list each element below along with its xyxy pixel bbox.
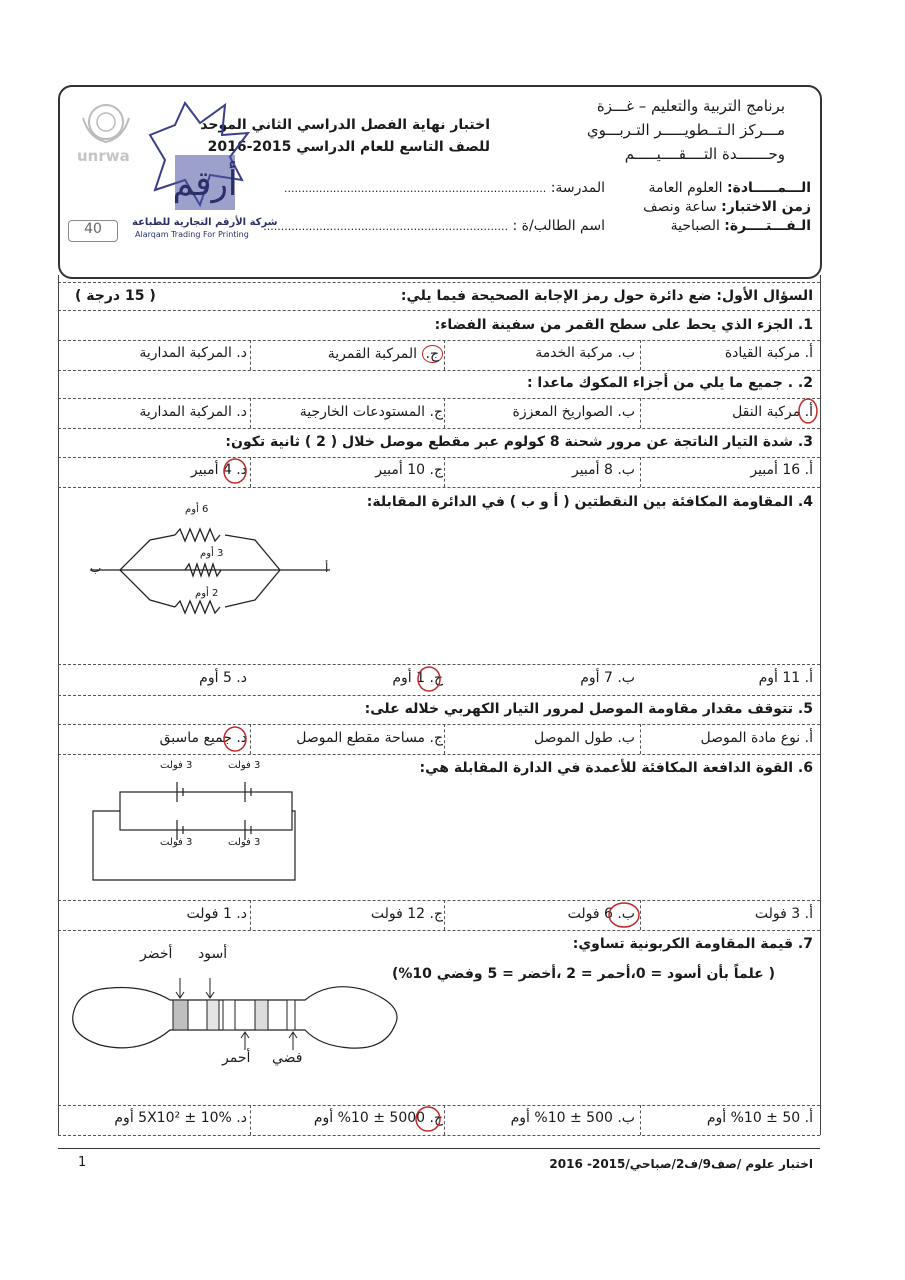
divider	[250, 724, 251, 754]
divider	[250, 398, 251, 428]
node-b-label: ب	[90, 561, 102, 575]
resistor-3-label: 3 أوم	[200, 548, 224, 559]
divider	[444, 340, 445, 370]
school-label: المدرسة:	[550, 180, 605, 196]
band-silver-label: فضي	[272, 1050, 303, 1066]
q7-option-d[interactable]: د. 5X10² ± 10% أوم	[114, 1110, 247, 1126]
divider	[58, 754, 820, 755]
resistor-2-label: 2 أوم	[195, 588, 219, 599]
divider	[640, 398, 641, 428]
divider	[58, 1135, 820, 1136]
exam-title: اختبار نهاية الفصل الدراسي الثاني الموحد	[200, 117, 490, 133]
exam-subtitle: للصف التاسع للعام الدراسي 2015-2016	[207, 139, 490, 155]
period-label: الـفـــتــــرة:	[724, 218, 811, 234]
question-text: قيمة المقاومة الكربونية تساوي:	[572, 936, 794, 952]
score-value: 40	[84, 221, 102, 237]
divider	[58, 428, 820, 429]
q4-option-d[interactable]: د. 5 أوم	[199, 670, 247, 686]
divider	[58, 724, 820, 725]
divider	[250, 900, 251, 930]
divider	[58, 282, 820, 283]
q3-option-c[interactable]: ج. 10 أمبير	[375, 462, 443, 478]
divider	[444, 724, 445, 754]
divider	[444, 1105, 445, 1135]
q6-option-b[interactable]: ب. 6 فولت	[567, 906, 635, 922]
school-dots: ...........................................................................	[283, 182, 547, 195]
node-a-label: أ	[325, 561, 329, 575]
question-number: 6.	[797, 760, 813, 776]
answer-circle	[414, 664, 444, 694]
q2-option-d[interactable]: د. المركبة المدارية	[139, 404, 247, 420]
q5-option-b[interactable]: ب. طول الموصل	[533, 730, 635, 746]
footer-code: اختبار علوم /صف9/ف2/صباحي/2015- 2016	[549, 1157, 813, 1171]
divider	[444, 398, 445, 428]
q5-option-d[interactable]: د. جميع ماسبق	[159, 730, 247, 746]
student-dots: ......................................................................	[263, 220, 509, 233]
q4-option-c[interactable]: ج. 1 أوم	[392, 670, 443, 686]
time-value: ساعة ونصف	[643, 199, 717, 215]
question-text: المقاومة المكافئة بين النقطتين ( أ و ب ) في الدائرة المقابلة:	[366, 494, 794, 510]
divider	[58, 340, 820, 341]
question-2	[527, 375, 813, 391]
question-text: شدة التيار الناتجة عن مرور شحنة 8 كولوم عبر مقطع موصل خلال ( 2 ) ثانية تكون:	[225, 434, 794, 450]
footer-rule	[58, 1148, 820, 1149]
page-number: 1	[78, 1155, 87, 1170]
divider	[640, 457, 641, 487]
divider	[250, 1105, 251, 1135]
divider	[640, 900, 641, 930]
frame-right	[820, 275, 821, 1135]
answer-circle: ج.	[422, 345, 444, 363]
q3-option-b[interactable]: ب. 8 أمبير	[571, 462, 635, 478]
answer-circle	[412, 1104, 444, 1134]
cell-label: 3 فولت	[228, 760, 261, 771]
org-line-3: وحـــــــدة التــــقــــيـــــم	[624, 145, 785, 163]
divider	[58, 930, 820, 931]
period-field	[671, 218, 811, 234]
divider	[58, 695, 820, 696]
student-label: اسم الطالب/ة :	[512, 218, 605, 234]
question-number: 4.	[797, 494, 813, 510]
logo-english: Alarqam Trading For Printing	[135, 230, 249, 239]
color-code-note: ( علماً بأن أسود = 0،أحمر = 2 ،أخضر = 5 وفضي 10%)	[391, 966, 775, 982]
question-3	[225, 434, 813, 450]
cell-label: 3 فولت	[228, 837, 261, 848]
subject-value: العلوم العامة	[648, 180, 723, 196]
time-field	[643, 199, 811, 215]
q6-option-c[interactable]: ج. 12 فولت	[370, 906, 443, 922]
section-marks: ( 15 درجة )	[75, 288, 156, 304]
divider	[444, 457, 445, 487]
divider	[58, 370, 820, 371]
q4-option-b[interactable]: ب. 7 أوم	[580, 670, 635, 686]
q3-option-d[interactable]: د. 4 أمبير	[190, 462, 247, 478]
divider	[444, 900, 445, 930]
divider	[58, 310, 820, 311]
divider	[250, 340, 251, 370]
un-emblem-icon	[75, 98, 137, 146]
q6-option-a[interactable]: أ. 3 فولت	[754, 906, 813, 922]
divider	[640, 1105, 641, 1135]
q1-option-d[interactable]: د. المركبة المدارية	[139, 345, 247, 361]
question-text: القوة الدافعة المكافئة للأعمدة في الدارة المقابلة هي:	[419, 760, 794, 776]
cell-label: 3 فولت	[160, 760, 193, 771]
question-5	[365, 701, 813, 717]
question-7	[573, 936, 813, 952]
score-box	[68, 220, 118, 242]
band-red-label: أحمر	[222, 1050, 251, 1066]
question-number: 2.	[797, 375, 813, 391]
unrwa-logo: unrwa	[77, 147, 130, 165]
question-1	[435, 317, 813, 333]
question-text: الجزء الذي يحط على سطح القمر من سفينة الفضاء:	[434, 317, 794, 333]
q6-option-d[interactable]: د. 1 فولت	[186, 906, 247, 922]
subject-label: الـــمـــــادة:	[726, 180, 811, 196]
question-number: 1.	[797, 317, 813, 333]
cell-label: 3 فولت	[160, 837, 193, 848]
q1-option-c[interactable]	[328, 345, 443, 363]
answer-circle	[606, 900, 642, 930]
question-number: 3.	[797, 434, 813, 450]
question-number: 7.	[797, 936, 813, 952]
frame-left	[58, 275, 59, 1135]
answer-circle	[220, 456, 250, 486]
q2-option-c[interactable]: ج. المستودعات الخارجية	[299, 404, 443, 420]
q2-option-b[interactable]: ب. الصواريخ المعززة	[512, 404, 635, 420]
q5-option-c[interactable]: ج. مساحة مقطع الموصل	[296, 730, 443, 746]
divider	[58, 398, 820, 399]
school-field	[284, 180, 605, 196]
question-6	[420, 760, 813, 776]
question-4	[367, 494, 813, 510]
q2-option-a[interactable]: أ. مركبة النقل	[732, 404, 813, 420]
q5-option-a[interactable]: أ. نوع مادة الموصل	[700, 730, 813, 746]
question-text: تتوقف مقدار مقاومة الموصل لمرور التيار الكهربي خلاله على:	[364, 701, 794, 717]
q1-option-a[interactable]: أ. مركبة القيادة	[724, 345, 813, 361]
battery-circuit	[85, 770, 315, 890]
band-black-label: أسود	[198, 946, 228, 962]
band-green-label: أخضر	[140, 946, 173, 962]
question-text: . جميع ما يلي من أجزاء المكوك ماعدا :	[526, 375, 794, 391]
divider	[640, 340, 641, 370]
q7-option-b[interactable]: ب. 500 ± 10% أوم	[510, 1110, 635, 1126]
time-label: زمن الاختبار:	[721, 199, 811, 215]
divider	[58, 487, 820, 488]
q1-option-c-text: المركبة القمرية	[327, 346, 422, 362]
resistor-6-label: 6 أوم	[185, 504, 209, 515]
period-value: الصباحية	[670, 218, 720, 234]
q3-option-a[interactable]: أ. 16 أمبير	[750, 462, 813, 478]
divider	[58, 900, 820, 901]
q7-option-c[interactable]: ج. 5000 ± 10% أوم	[313, 1110, 443, 1126]
section-title: السؤال الأول: ضع دائرة حول رمز الإجابة الصحيحة فيما يلي:	[400, 288, 813, 304]
org-line-2: مـــركز الـتــطويـــــر التـربـــوي	[586, 121, 785, 139]
svg-text:أرقم: أرقم	[172, 164, 238, 204]
q7-option-a[interactable]: أ. 50 ± 10% أوم	[706, 1110, 813, 1126]
answer-circle	[220, 724, 250, 754]
divider	[250, 457, 251, 487]
q4-option-a[interactable]: أ. 11 أوم	[758, 670, 813, 686]
q1-option-b[interactable]: ب. مركبة الخدمة	[535, 345, 635, 361]
divider	[58, 457, 820, 458]
student-field	[263, 218, 605, 234]
parallel-resistor-circuit	[80, 500, 350, 630]
question-number: 5.	[797, 701, 813, 717]
org-line-1: برنامج التربية والتعليم – غـــزة	[596, 97, 785, 115]
answer-circle	[796, 396, 820, 426]
subject-field	[648, 180, 811, 196]
divider	[640, 724, 641, 754]
logo-arabic: شركة الأرقم التجارية للطباعة	[132, 217, 278, 228]
